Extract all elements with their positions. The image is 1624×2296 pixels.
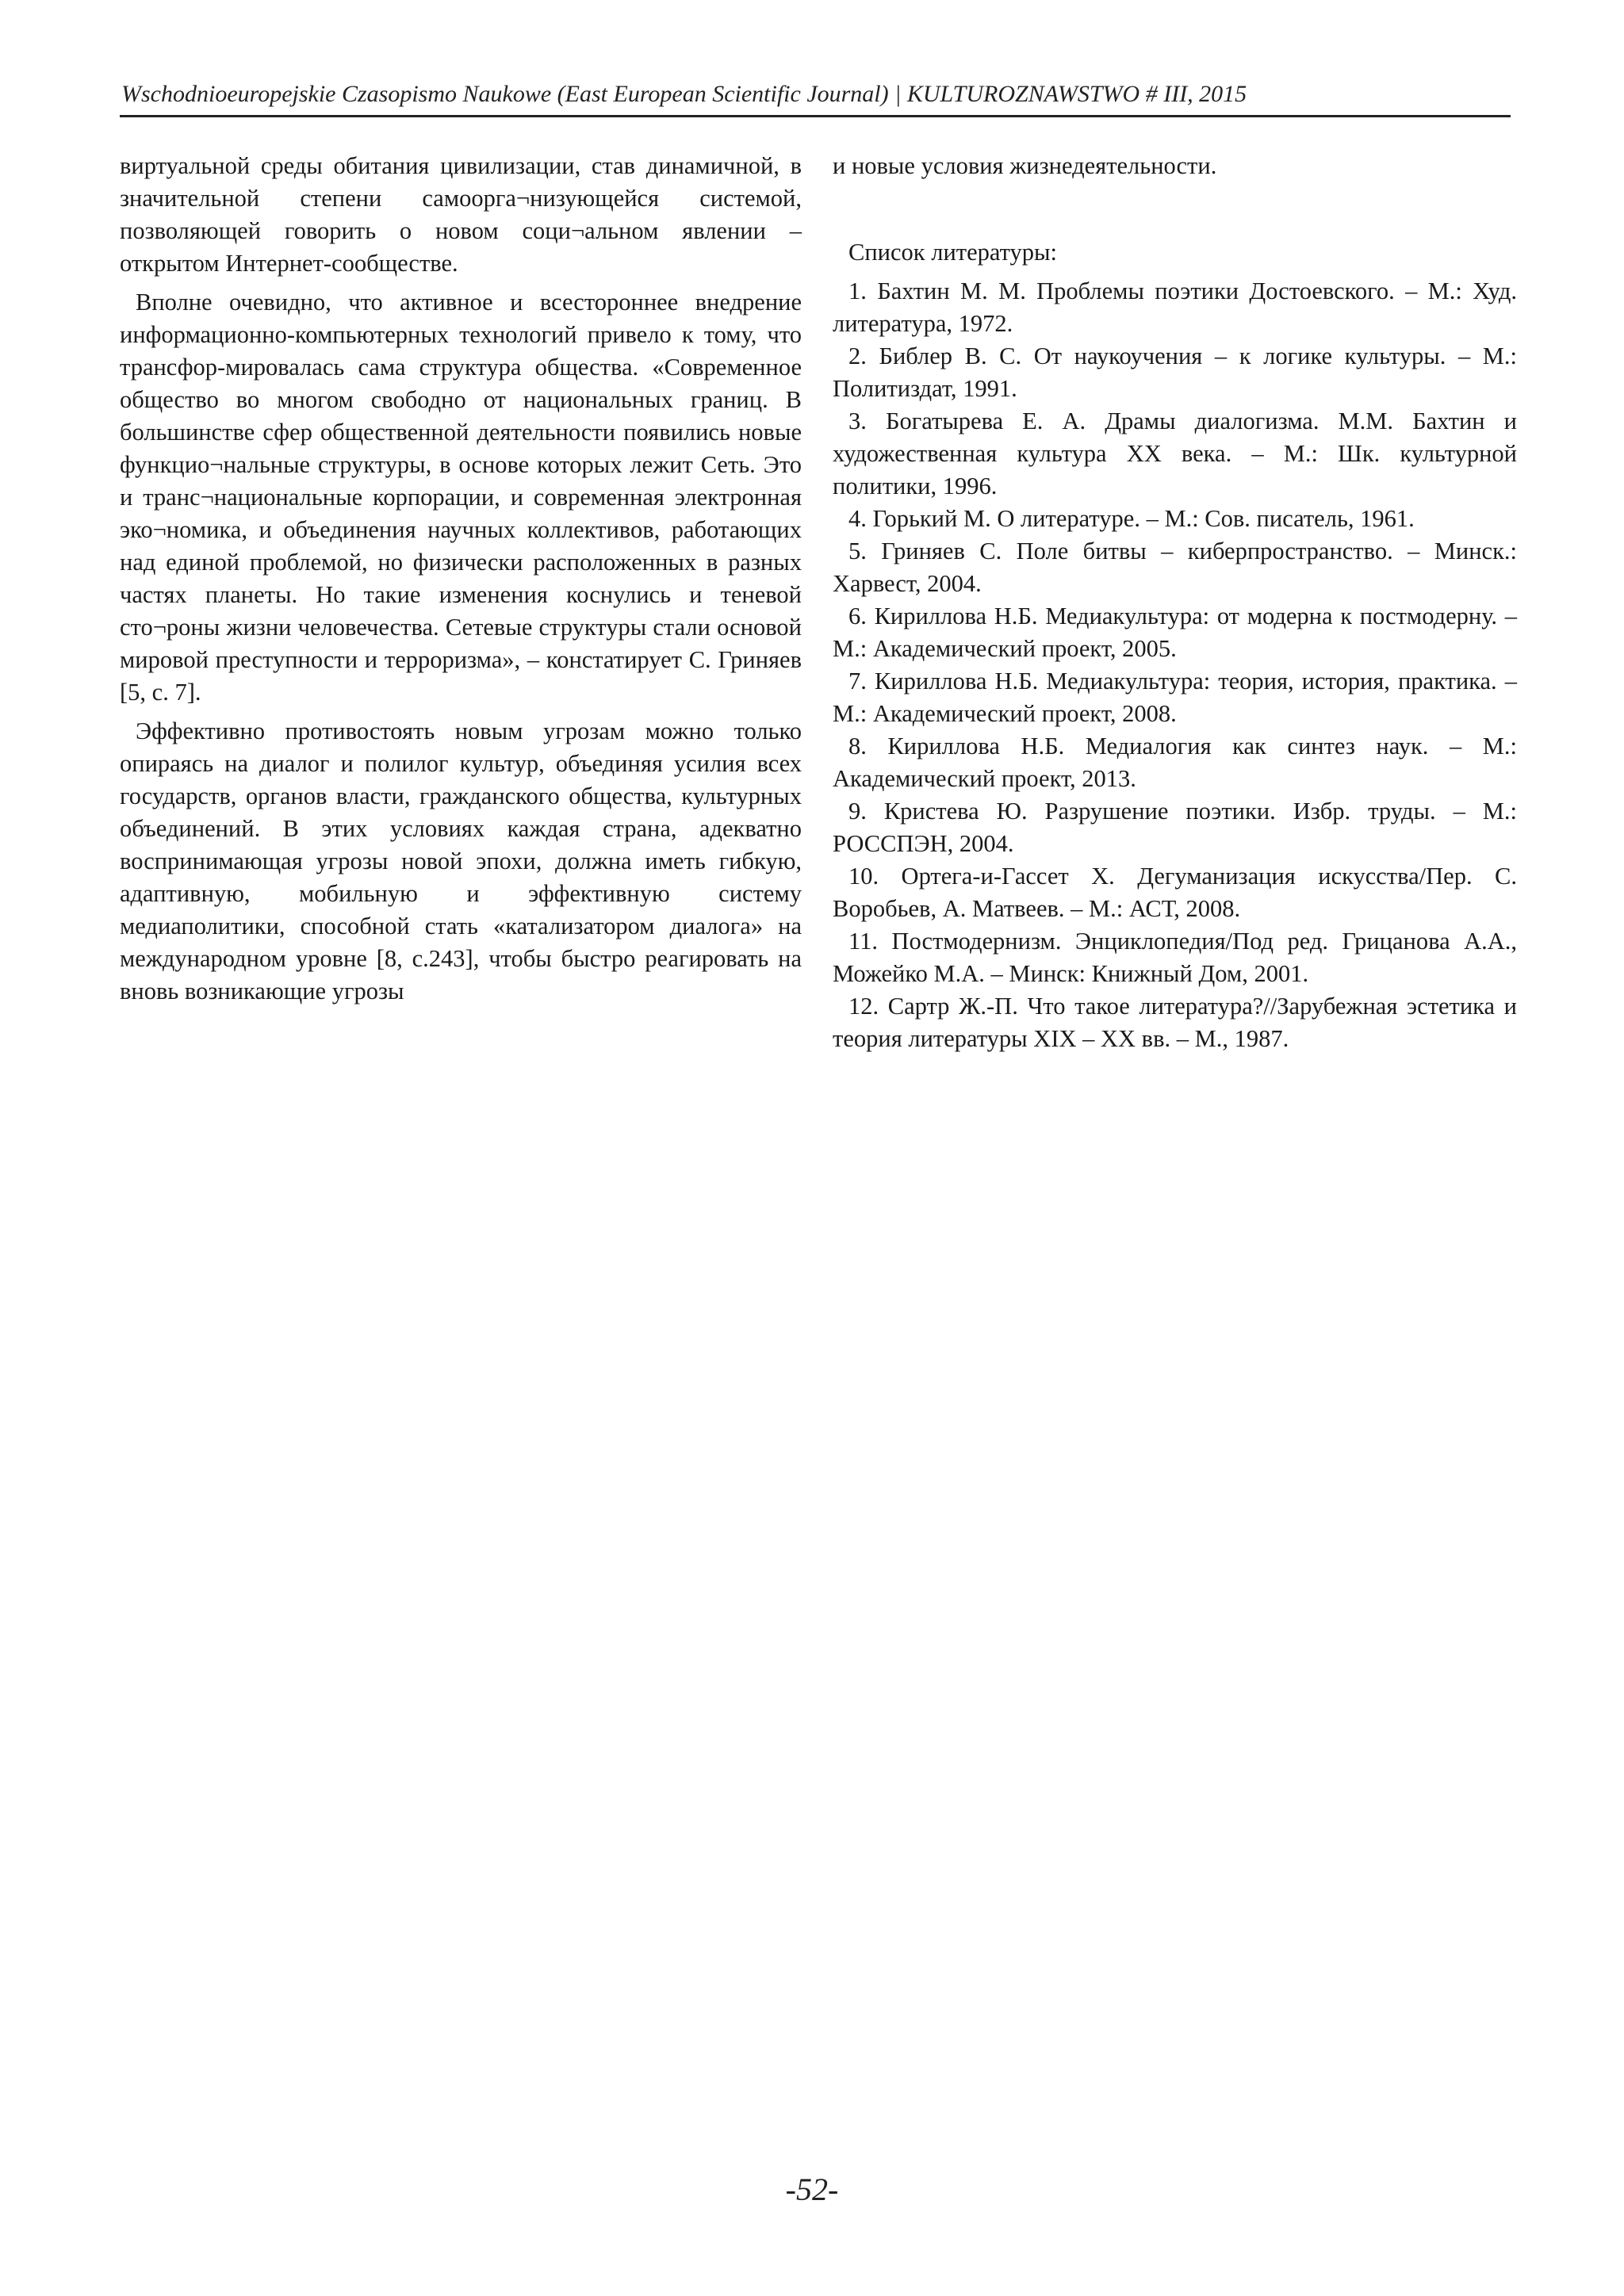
reference-item: 10. Ортега-и-Гассет Х. Дегуманизация искусства/Пер. С. Воробьев, А. Матвеев. – М.: АСТ, 2008.	[833, 863, 1517, 922]
journal-header-text: Wschodnioeuropejskie Czasopismo Naukowe (East European Scientific Journal) | KULTUROZNAWSTWO # III, 2015	[121, 81, 1247, 107]
body-paragraph: Эффективно противостоять новым угрозам можно только опираясь на диалог и полилог культур, объединяя усилия всех государств, органов власти, гражданского общества, культурных объединений. В этих условиях каждая страна, адекватно воспринимающая угрозы новой эпохи, должна иметь гибкую, адаптивную, мобильную и эффективную систему медиаполитики, способной стать «катализатором диалога» на международном уровне [8, с.243], чтобы быстро реагировать на вновь возникающие угрозы	[120, 718, 802, 1004]
reference-item: 12. Сартр Ж.-П. Что такое литература?//Зарубежная эстетика и теория литературы XIX – XX вв. – М., 1987.	[833, 993, 1517, 1052]
reference-item: 11. Постмодернизм. Энциклопедия/Под ред. Грицанова А.А., Можейко М.А. – Минск: Книжный Дом, 2001.	[833, 928, 1517, 987]
reference-item: 5. Гриняев С. Поле битвы – киберпространство. – Минск.: Харвест, 2004.	[833, 538, 1517, 597]
continuation-line: и новые условия жизнедеятельности.	[833, 152, 1217, 179]
body-paragraph: Вполне очевидно, что активное и всестороннее внедрение информационно-компьютерных технологий привело к тому, что трансфор-мировалась сама структура общества. «Современное общество во многом свободно от национальных границ. В большинстве сфер общественной деятельности появились новые функцио¬нальные структуры, в основе которых лежит Сеть. Это и транс¬национальные корпорации, и современная электронная эко¬номика, и объединения научных коллективов, работающих над единой проблемой, но физически расположенных в разных частях планеты. Но такие изменения коснулись и теневой сто¬роны жизни человечества. Сетевые структуры стали основой мировой преступности и терроризма», – констатирует С. Гриняев [5, с. 7].	[120, 289, 802, 706]
reference-item: 7. Кириллова Н.Б. Медиакультура: теория, история, практика. – М.: Академический проект, 2008.	[833, 668, 1517, 727]
reference-item: 4. Горький М. О литературе. – М.: Сов. писатель, 1961.	[848, 505, 1415, 532]
page-number: -52-	[785, 2172, 839, 2207]
body-paragraph: виртуальной среды обитания цивилизации, став динамичной, в значительной степени самоорга¬низующейся системой, позволяющей говорить о новом соци¬альном явлении – открытом Интернет-сообществе.	[120, 152, 802, 277]
reference-item: 8. Кириллова Н.Б. Медиалогия как синтез наук. – М.: Академический проект, 2013.	[833, 733, 1517, 792]
running-header	[120, 78, 1511, 117]
reference-item: 2. Библер В. С. От наукоучения – к логике культуры. – М.: Политиздат, 1991.	[833, 342, 1517, 402]
references-title: Список литературы:	[848, 239, 1058, 266]
right-column	[833, 150, 1517, 1055]
reference-item: 6. Кириллова Н.Б. Медиакультура: от модерна к постмодерну. – М.: Академический проект, 2005.	[833, 603, 1517, 662]
reference-item: 1. Бахтин М. М. Проблемы поэтики Достоевского. – М.: Худ. литература, 1972.	[833, 277, 1517, 337]
reference-item: 9. Кристева Ю. Разрушение поэтики. Избр. труды. – М.: РОССПЭН, 2004.	[833, 798, 1517, 857]
left-column	[120, 150, 802, 1014]
reference-item: 3. Богатырева Е. А. Драмы диалогизма. М.М. Бахтин и художественная культура XX века. – М.: Шк. культурной политики, 1996.	[833, 408, 1517, 499]
